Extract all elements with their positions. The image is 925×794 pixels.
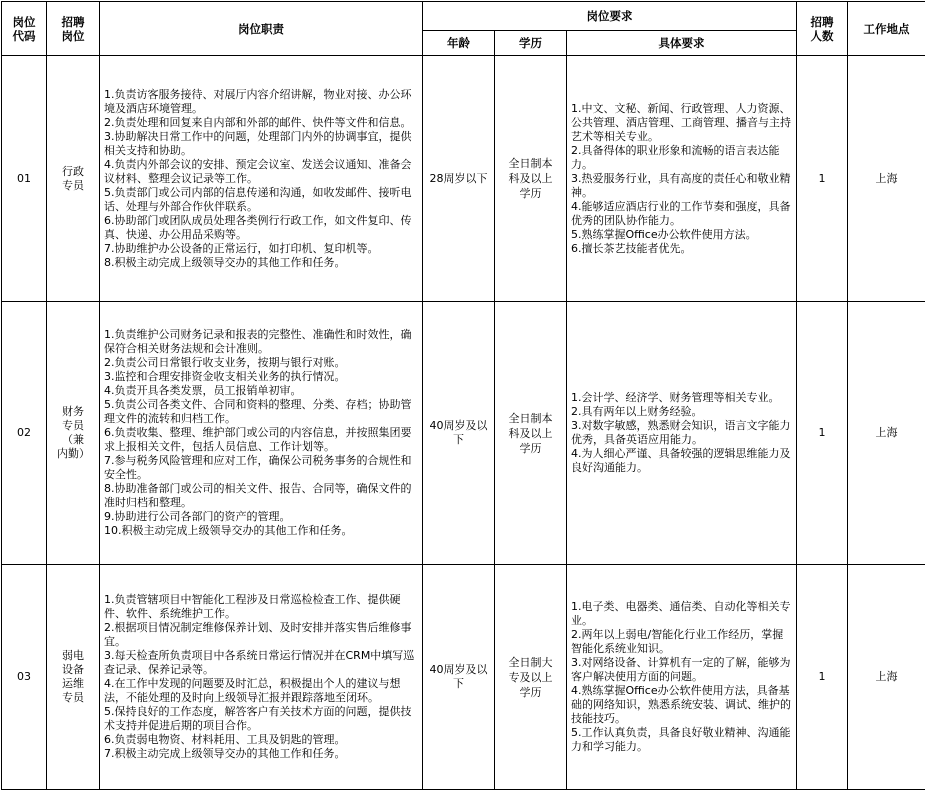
duty-item: 1.负责管辖项目中智能化工程涉及日常巡检检查工作、提供硬件、软件、系统维护工作。 <box>104 593 418 621</box>
requirement-item: 2.两年以上弱电/智能化行业工作经历，掌握智能化系统业知识。 <box>571 628 792 656</box>
duty-item: 8.积极主动完成上级领导交办的其他工作和任务。 <box>104 256 418 270</box>
position-code: 01 <box>2 56 47 302</box>
duty-item: 5.保持良好的工作态度，解答客户有关技术方面的问题，提供技术支持并促进后期的项目合作。 <box>104 705 418 733</box>
requirement-item: 3.对网络设备、计算机有一定的了解，能够为客户解决使用方面的问题。 <box>571 656 792 684</box>
duty-item: 9.协助进行公司各部门的资产的管理。 <box>104 510 418 524</box>
header-recruit-count: 招聘人数 <box>797 2 848 56</box>
duty-item: 7.参与税务风险管理和应对工作，确保公司税务事务的合规性和安全性。 <box>104 454 418 482</box>
duty-item: 5.负责公司各类文件、合同和资料的整理、分类、存档；协助管理文件的流转和归档工作。 <box>104 398 418 426</box>
duty-item: 3.每天检查所负责项目中各系统日常运行情况并在CRM中填写巡查记录、保养记录等。 <box>104 649 418 677</box>
duty-item: 3.监控和合理安排资金收支相关业务的执行情况。 <box>104 370 418 384</box>
duty-item: 6.负责收集、整理、维护部门或公司的内容信息，并按照集团要求上报相关文件，包括人员信息、工作计划等。 <box>104 426 418 454</box>
duties-cell <box>100 565 423 790</box>
requirement-item: 3.对数字敏感，熟悉财会知识，语言文字能力优秀，具备英语应用能力。 <box>571 419 792 447</box>
requirement-item: 2.具有两年以上财务经验。 <box>571 405 792 419</box>
position-name: 行政专员 <box>47 56 100 302</box>
duty-item: 1.负责维护公司财务记录和报表的完整性、准确性和时效性，确保符合相关财务法规和会计准则。 <box>104 328 418 356</box>
requirement-item: 1.中文、文秘、新闻、行政管理、人力资源、公共管理、酒店管理、工商管理、播音与主持艺术等相关专业。 <box>571 102 792 144</box>
requirement-item: 3.热爱服务行业，具有高度的责任心和敬业精神。 <box>571 172 792 200</box>
duty-item: 2.负责处理和回复来自内部和外部的邮件、快件等文件和信息。 <box>104 116 418 130</box>
header-requirements: 岗位要求 <box>423 2 797 31</box>
education-requirement: 全日制本科及以上学历 <box>495 302 567 565</box>
requirement-item: 4.为人细心严谨、具备较强的逻辑思维能力及良好沟通能力。 <box>571 447 792 475</box>
position-code: 03 <box>2 565 47 790</box>
header-duties: 岗位职责 <box>100 2 423 56</box>
duty-item: 1.负责访客服务接待、对展厅内容介绍讲解，物业对接、办公环境及酒店环境管理。 <box>104 88 418 116</box>
header-age: 年龄 <box>423 31 495 56</box>
duty-item: 2.负责公司日常银行收支业务，按期与银行对账。 <box>104 356 418 370</box>
duty-item: 6.负责弱电物资、材料耗用、工具及钥匙的管理。 <box>104 733 418 747</box>
header-education: 学历 <box>495 31 567 56</box>
duty-item: 10.积极主动完成上级领导交办的其他工作和任务。 <box>104 524 418 538</box>
duty-item: 4.在工作中发现的问题要及时汇总，积极提出个人的建议与想法，不能处理的及时向上级领导汇报并跟踪落地至闭环。 <box>104 677 418 705</box>
job-posting-table <box>1 1 925 790</box>
requirement-item: 4.熟练掌握Office办公软件使用方法，具备基础的网络知识，熟悉系统安装、调试、维护的技能技巧。 <box>571 684 792 726</box>
table-row <box>2 565 925 790</box>
duty-item: 4.负责内外部会议的安排、预定会议室、发送会议通知、准备会议材料、整理会议记录等工作。 <box>104 158 418 186</box>
age-requirement: 40周岁及以下 <box>423 302 495 565</box>
education-requirement: 全日制大专及以上学历 <box>495 565 567 790</box>
header-position-code: 岗位代码 <box>2 2 47 56</box>
education-requirement: 全日制本科及以上学历 <box>495 56 567 302</box>
requirement-item: 5.工作认真负责，具备良好敬业精神、沟通能力和学习能力。 <box>571 726 792 754</box>
duty-item: 7.积极主动完成上级领导交办的其他工作和任务。 <box>104 747 418 761</box>
work-location: 上海 <box>848 56 925 302</box>
header-work-location: 工作地点 <box>848 2 925 56</box>
duty-item: 7.协助维护办公设备的正常运行，如打印机、复印机等。 <box>104 242 418 256</box>
position-name: 弱电设备运维专员 <box>47 565 100 790</box>
requirement-item: 2.具备得体的职业形象和流畅的语言表达能力。 <box>571 144 792 172</box>
age-requirement: 40周岁及以下 <box>423 565 495 790</box>
duty-item: 5.负责部门或公司内部的信息传递和沟通，如收发邮件、接听电话、处理与外部合作伙伴联系。 <box>104 186 418 214</box>
table-row <box>2 56 925 302</box>
requirement-item: 4.能够适应酒店行业的工作节奏和强度，具备优秀的团队协作能力。 <box>571 200 792 228</box>
recruit-count: 1 <box>797 302 848 565</box>
requirement-item: 1.电子类、电器类、通信类、自动化等相关专业。 <box>571 600 792 628</box>
duty-item: 4.负责开具各类发票，员工报销单初审。 <box>104 384 418 398</box>
specific-requirements-cell <box>567 56 797 302</box>
position-name: 财务专员（兼内勤） <box>47 302 100 565</box>
requirement-item: 1.会计学、经济学、财务管理等相关专业。 <box>571 391 792 405</box>
duty-item: 6.协助部门或团队成员处理各类例行行政工作，如文件复印、传真、快递、办公用品采购等。 <box>104 214 418 242</box>
work-location: 上海 <box>848 565 925 790</box>
table-row <box>2 302 925 565</box>
recruit-count: 1 <box>797 565 848 790</box>
requirement-item: 5.熟练掌握Office办公软件使用方法。 <box>571 228 792 242</box>
recruit-count: 1 <box>797 56 848 302</box>
specific-requirements-cell <box>567 302 797 565</box>
duty-item: 3.协助解决日常工作中的问题，处理部门内外的协调事宜，提供相关支持和协助。 <box>104 130 418 158</box>
specific-requirements-cell <box>567 565 797 790</box>
duty-item: 8.协助准备部门或公司的相关文件、报告、合同等，确保文件的准时归档和整理。 <box>104 482 418 510</box>
header-recruit-position: 招聘岗位 <box>47 2 100 56</box>
duties-cell <box>100 302 423 565</box>
header-specific-requirements: 具体要求 <box>567 31 797 56</box>
position-code: 02 <box>2 302 47 565</box>
duties-cell <box>100 56 423 302</box>
work-location: 上海 <box>848 302 925 565</box>
age-requirement: 28周岁以下 <box>423 56 495 302</box>
requirement-item: 6.擅长茶艺技能者优先。 <box>571 242 792 256</box>
duty-item: 2.根据项目情况制定维修保养计划、及时安排并落实售后维修事宜。 <box>104 621 418 649</box>
